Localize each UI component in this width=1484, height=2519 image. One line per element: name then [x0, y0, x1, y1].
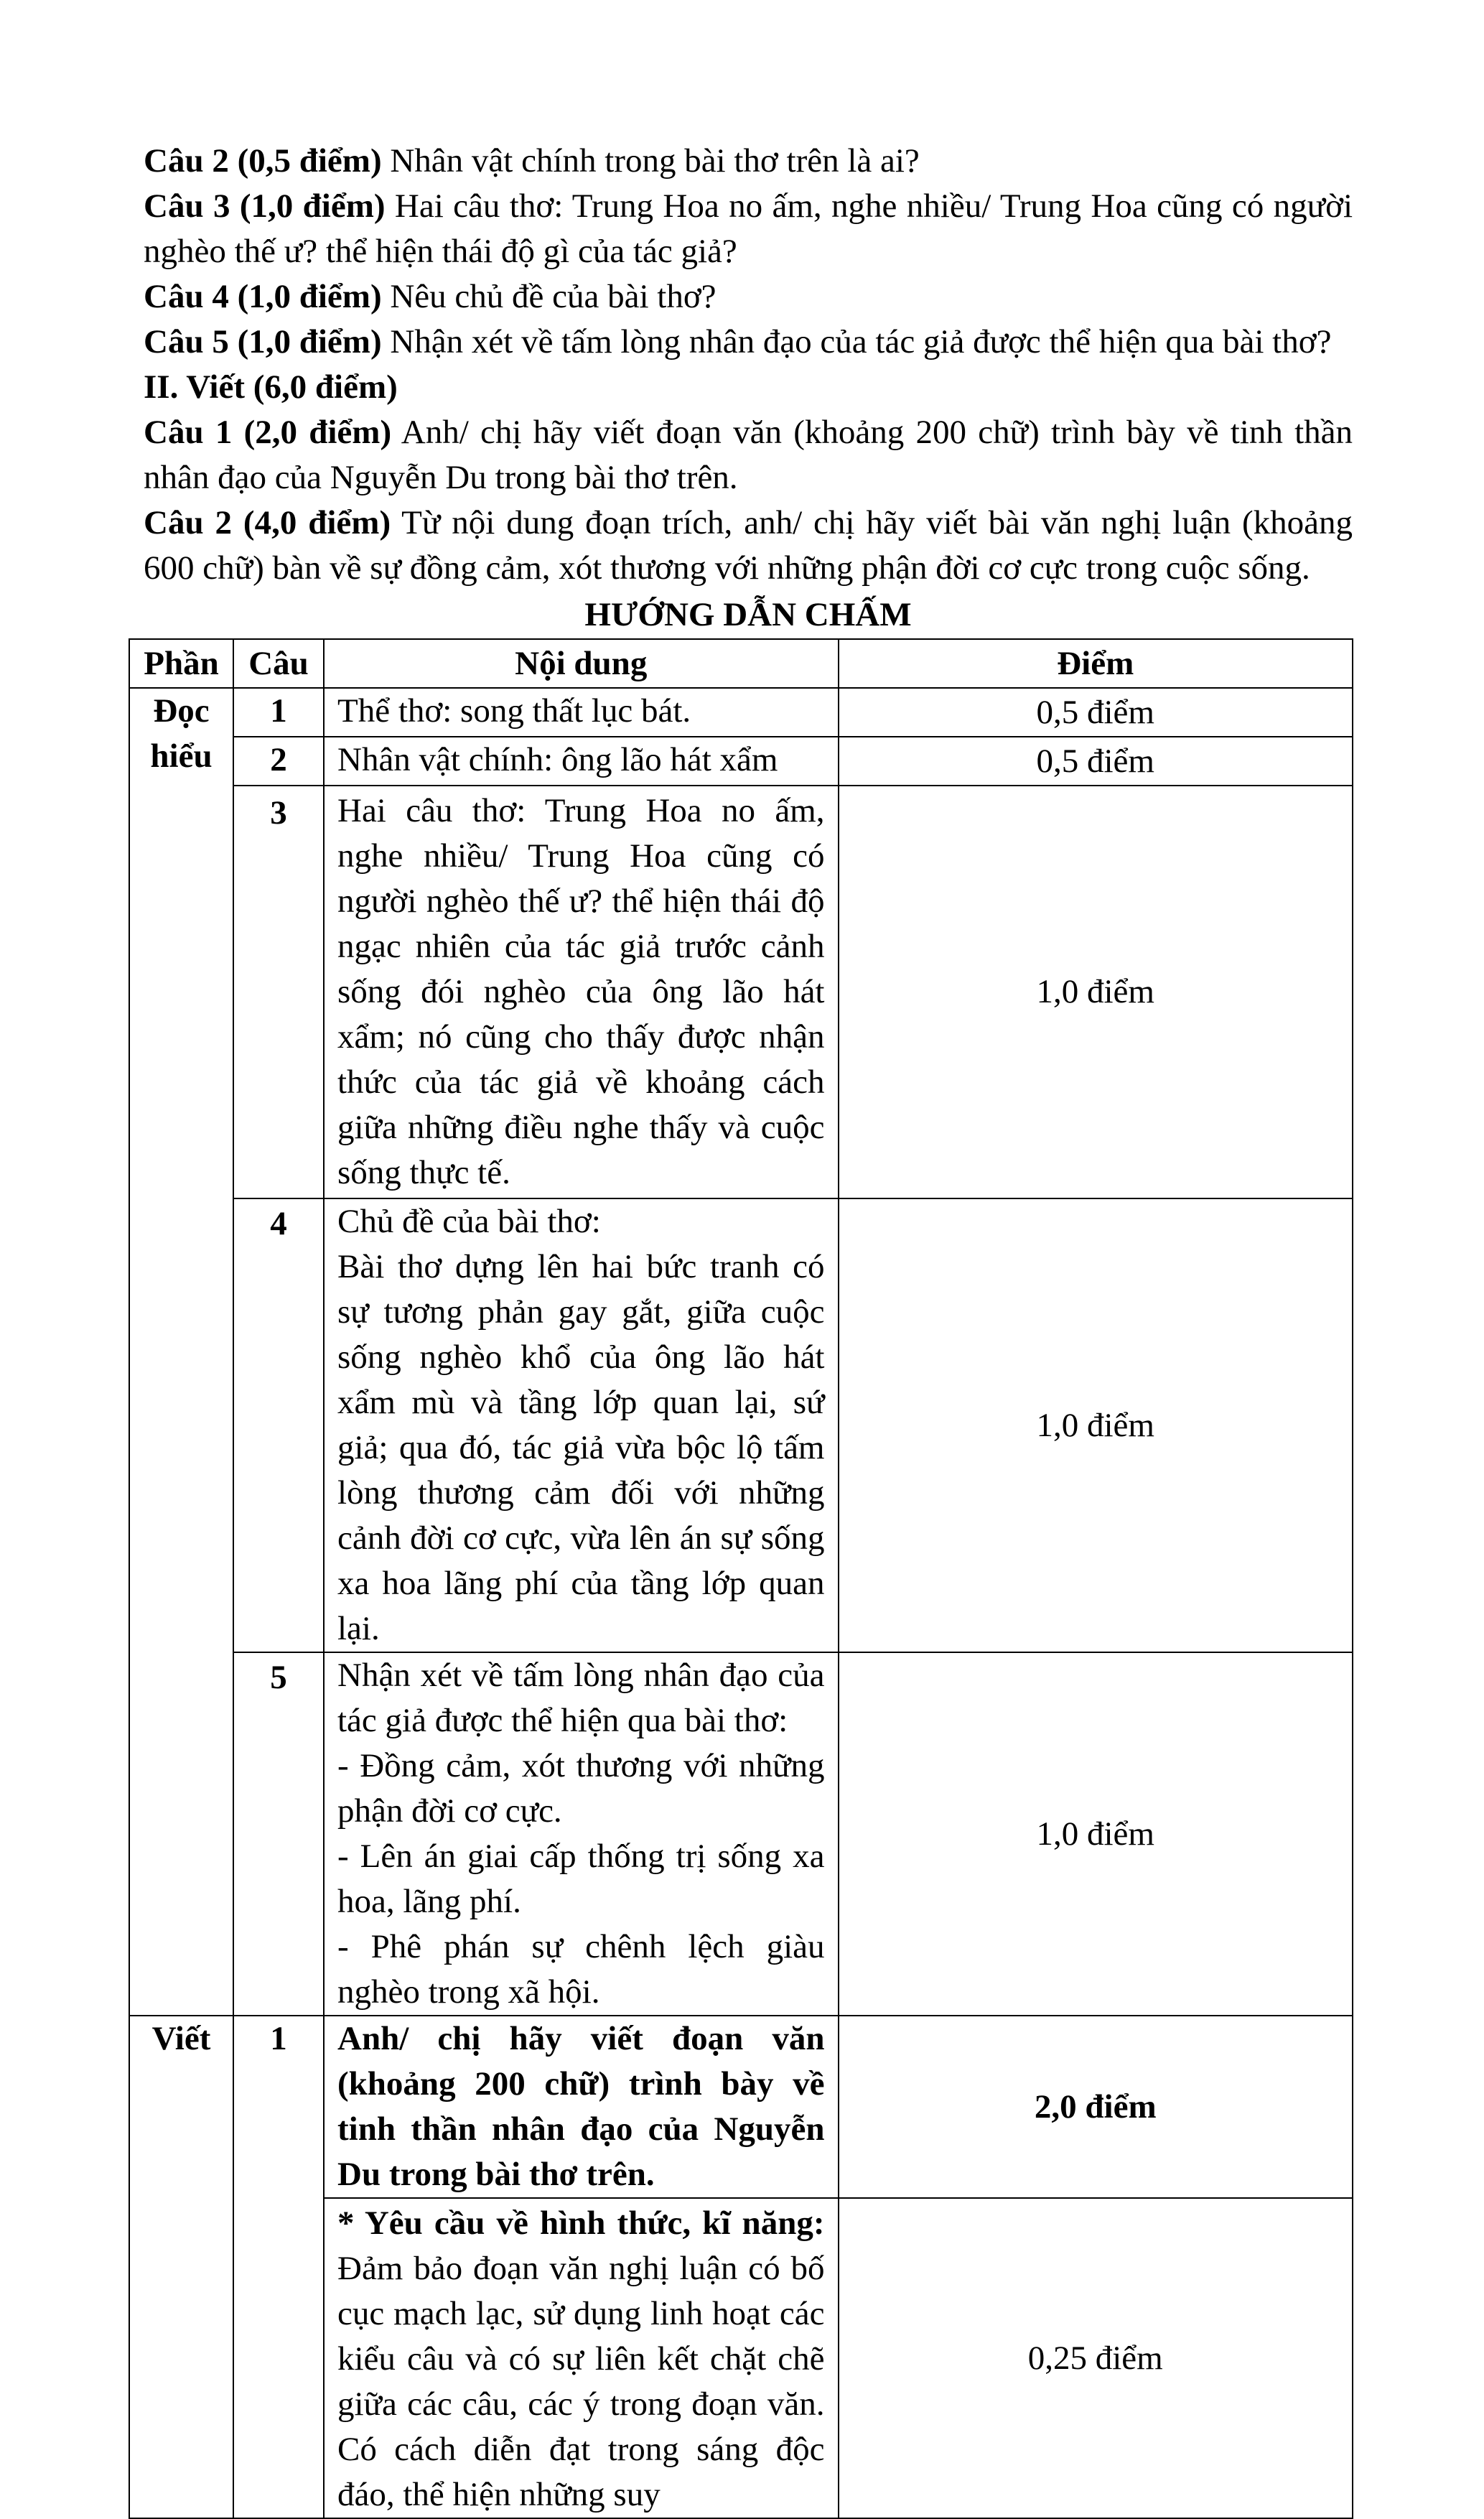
question-5: Câu 5 (1,0 điểm) Nhận xét về tấm lòng nhân đạo của tác giả được thể hiện qua bài thơ? — [144, 323, 1332, 360]
row-bullet: - Đồng cảm, xót thương với những phận đời cơ cực. — [337, 1747, 825, 1830]
grading-table — [129, 638, 1353, 2519]
header-phan: Phần — [129, 639, 233, 688]
row-bullet: - Lên án giai cấp thống trị sống xa hoa, lãng phí. — [337, 1838, 825, 1920]
row-content-title: Chủ đề của bài thơ: — [337, 1203, 601, 1240]
row-content: Anh/ chị hãy viết đoạn văn (khoảng 200 chữ) trình bày về tinh thần nhân đạo của Nguyễn Du trong bài thơ trên. — [324, 2016, 839, 2198]
question-3: Câu 3 (1,0 điểm) Hai câu thơ: Trung Hoa no ấm, nghe nhiều/ Trung Hoa cũng có người nghèo thế ư? thể hiện thái độ gì của tác giả? — [144, 187, 1353, 270]
row-score: 0,5 điểm — [839, 688, 1353, 737]
question-4: Câu 4 (1,0 điểm) Nêu chủ đề của bài thơ? — [144, 278, 717, 315]
row-content-body: Bài thơ dựng lên hai bức tranh có sự tương phản gay gắt, giữa cuộc sống nghèo khổ của ông lão hát xẩm mù và tầng lớp quan lại, sứ giả; qua đó, tác giả vừa bộc lộ tấm lòng thương cảm đối với những cảnh đời cơ cực, vừa lên án sự sống xa hoa lãng phí của tầng lớp quan lại. — [337, 1248, 825, 1647]
row-cau: 2 — [233, 737, 324, 786]
table-header-row — [129, 639, 1353, 688]
row-cau: 1 — [233, 2016, 324, 2518]
row-content-label: * Yêu cầu về hình thức, kĩ năng: — [337, 2204, 825, 2242]
section-viet-heading: II. Viết (6,0 điểm) — [144, 368, 398, 406]
row-score: 1,0 điểm — [839, 786, 1353, 1198]
header-noi-dung: Nội dung — [324, 639, 839, 688]
table-row — [129, 737, 1353, 786]
row-cau: 5 — [233, 1652, 324, 2016]
guide-title: HƯỚNG DẪN CHẤM — [584, 596, 912, 633]
row-cau: 3 — [233, 786, 324, 1198]
table-row — [129, 1198, 1353, 1652]
row-content — [324, 2198, 839, 2518]
table-row — [129, 688, 1353, 737]
writing-question-2: Câu 2 (4,0 điểm) Từ nội dung đoạn trích, anh/ chị hãy viết bài văn nghị luận (khoảng 600 chữ) bàn về sự đồng cảm, xót thương với những phận đời cơ cực trong cuộc sống. — [144, 504, 1353, 587]
row-cau: 4 — [233, 1198, 324, 1652]
row-bullet: - Phê phán sự chênh lệch giàu nghèo trong xã hội. — [337, 1928, 825, 2011]
row-content: Thể thơ: song thất lục bát. — [324, 688, 839, 737]
row-content — [324, 1652, 839, 2016]
row-score: 1,0 điểm — [839, 1198, 1353, 1652]
row-score: 0,25 điểm — [839, 2198, 1353, 2518]
header-diem: Điểm — [839, 639, 1353, 688]
row-content: Hai câu thơ: Trung Hoa no ấm, nghe nhiều/ Trung Hoa cũng có người nghèo thế ư? thể hiện thái độ ngạc nhiên của tác giả trước cảnh sống đói nghèo của ông lão hát xẩm; nó cũng cho thấy được nhận thức của tác giả về khoảng cách giữa những điều nghe thấy và cuộc sống thực tế. — [324, 786, 839, 1198]
header-cau: Câu — [233, 639, 324, 688]
table-row — [129, 1652, 1353, 2016]
document-page — [144, 139, 1353, 2519]
row-score: 2,0 điểm — [839, 2016, 1353, 2198]
part-viet: Viết — [129, 2016, 233, 2518]
row-score: 1,0 điểm — [839, 1652, 1353, 2016]
table-row — [129, 786, 1353, 1198]
row-cau: 1 — [233, 688, 324, 737]
row-content: Nhân vật chính: ông lão hát xẩm — [324, 737, 839, 786]
row-content — [324, 1198, 839, 1652]
row-content-body: Đảm bảo đoạn văn nghị luận có bố cục mạch lạc, sử dụng linh hoạt các kiểu câu và có sự liên kết chặt chẽ giữa các câu, các ý trong đoạn văn. Có cách diễn đạt trong sáng độc đáo, thể hiện những suy — [337, 2250, 825, 2513]
writing-question-1: Câu 1 (2,0 điểm) Anh/ chị hãy viết đoạn văn (khoảng 200 chữ) trình bày về tinh thần nhân đạo của Nguyễn Du trong bài thơ trên. — [144, 414, 1353, 496]
row-score: 0,5 điểm — [839, 737, 1353, 786]
part-doc-hieu: Đọc hiểu — [129, 688, 233, 2016]
question-2: Câu 2 (0,5 điểm) Nhân vật chính trong bài thơ trên là ai? — [144, 142, 920, 180]
row-content-title: Nhận xét về tấm lòng nhân đạo của tác giả được thể hiện qua bài thơ: — [337, 1657, 825, 1739]
table-row — [129, 2016, 1353, 2198]
